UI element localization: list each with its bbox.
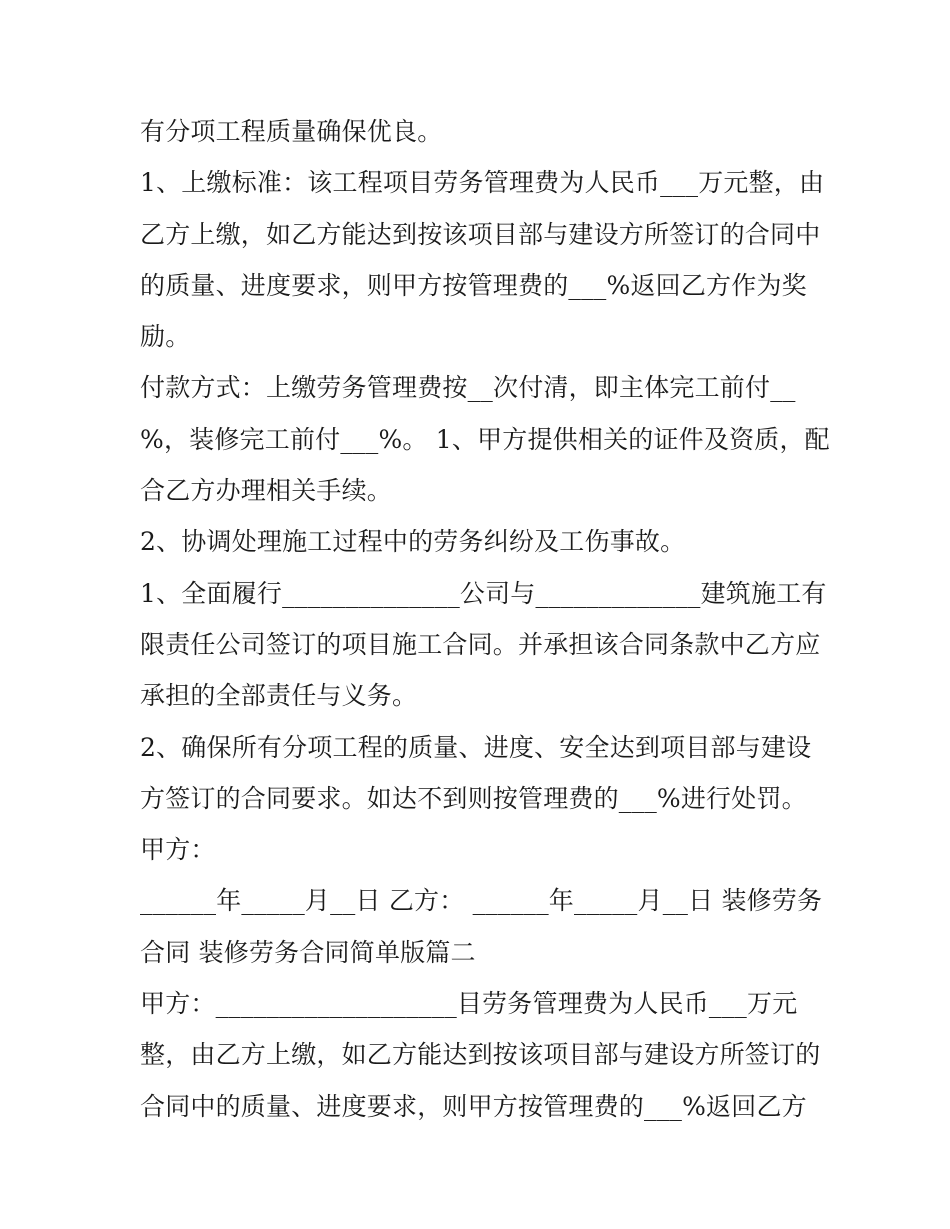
text-line: 甲方：___________________目劳务管理费为人民币___万元: [140, 989, 798, 1019]
text-line: 承担的全部责任与义务。: [140, 681, 418, 711]
text-line: 的质量、进度要求，则甲方按管理费的___%返回乙方作为奖: [140, 270, 807, 300]
text-line: 合乙方办理相关手续。: [140, 476, 393, 506]
text-line: 有分项工程质量确保优良。: [140, 117, 443, 146]
text-line: 限责任公司签订的项目施工合同。并承担该合同条款中乙方应: [140, 629, 821, 659]
document-body: [140, 106, 830, 1132]
text-line: 合同中的质量、进度要求，则甲方按管理费的___%返回乙方: [140, 1091, 807, 1121]
text-line: 乙方上缴，如乙方能达到按该项目部与建设方所签订的合同中: [140, 219, 821, 249]
text-line: 1、全面履行______________公司与_____________建筑施工有: [140, 578, 827, 608]
text-line: 1、上缴标准：该工程项目劳务管理费为人民币___万元整，由: [140, 168, 825, 198]
text-line: 甲方：: [140, 835, 216, 865]
text-line: 整，由乙方上缴，如乙方能达到按该项目部与建设方所签订的: [140, 1040, 821, 1070]
text-line: 2、协调处理施工过程中的劳务纠纷及工伤事故。: [140, 527, 686, 557]
text-line: 付款方式：上缴劳务管理费按__次付清，即主体完工前付__: [140, 373, 796, 403]
text-line: 合同 装修劳务合同简单版篇二: [140, 937, 476, 967]
text-line: 励。: [140, 322, 191, 352]
text-line: 方签订的合同要求。如达不到则按管理费的___%进行处罚。: [140, 783, 807, 813]
text-line: ______年_____月__日 乙方： ______年_____月__日 装修劳务: [140, 886, 823, 916]
text-line: 2、确保所有分项工程的质量、进度、安全达到项目部与建设: [140, 732, 812, 762]
text-line: %，装修完工前付___%。 1、甲方提供相关的证件及资质，配: [140, 424, 830, 454]
